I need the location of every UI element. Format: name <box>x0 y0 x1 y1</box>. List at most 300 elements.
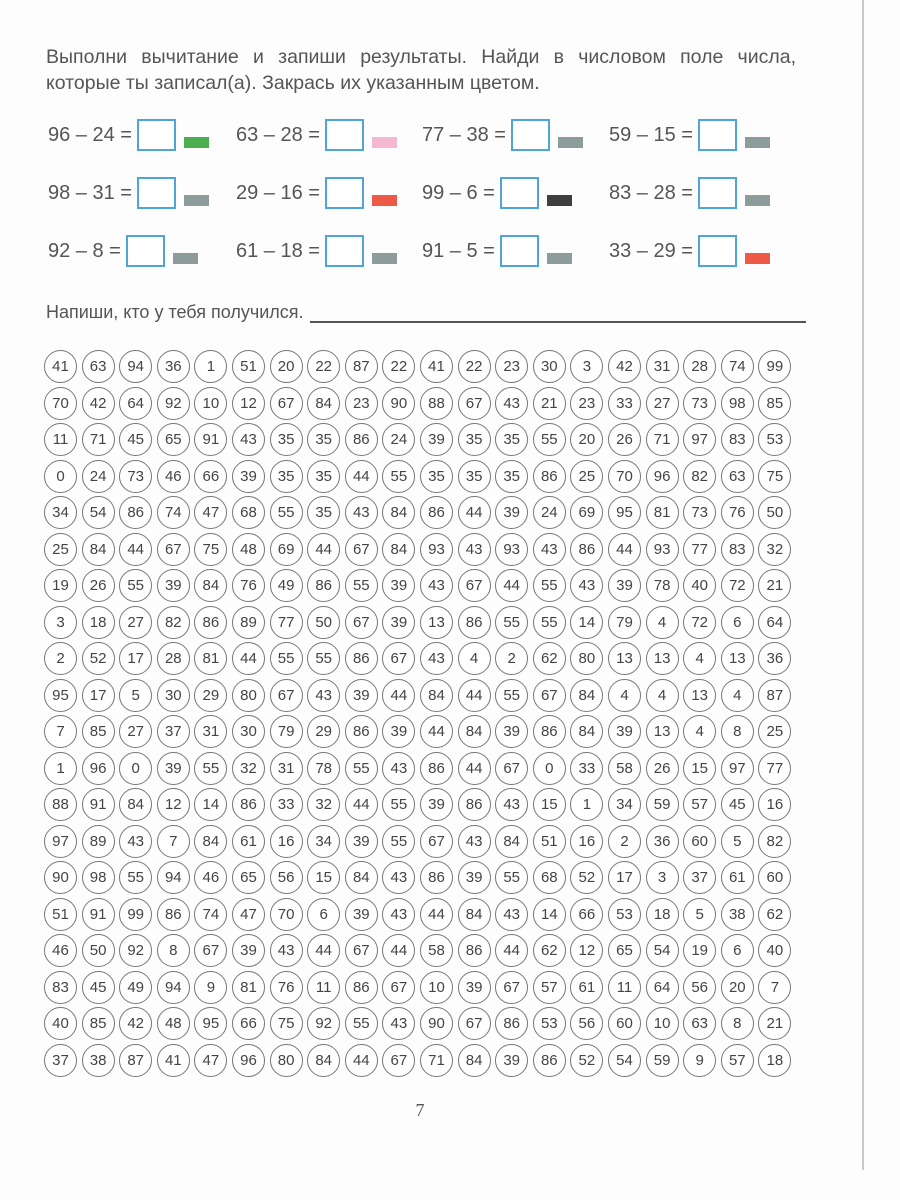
number-cell[interactable]: 64 <box>758 606 791 639</box>
number-cell[interactable]: 49 <box>119 971 152 1004</box>
number-cell[interactable]: 45 <box>119 423 152 456</box>
number-cell[interactable]: 89 <box>82 825 115 858</box>
number-cell[interactable]: 9 <box>683 1044 716 1077</box>
number-cell[interactable]: 15 <box>533 788 566 821</box>
number-cell[interactable]: 86 <box>194 606 227 639</box>
number-cell[interactable]: 86 <box>157 898 190 931</box>
number-cell[interactable]: 55 <box>345 752 378 785</box>
number-cell[interactable]: 44 <box>608 533 641 566</box>
number-cell[interactable]: 25 <box>758 715 791 748</box>
number-cell[interactable]: 77 <box>270 606 303 639</box>
number-cell[interactable]: 67 <box>345 606 378 639</box>
number-cell[interactable]: 1 <box>44 752 77 785</box>
number-cell[interactable]: 13 <box>420 606 453 639</box>
number-cell[interactable]: 14 <box>194 788 227 821</box>
number-cell[interactable]: 39 <box>232 460 265 493</box>
number-cell[interactable]: 90 <box>420 1007 453 1040</box>
number-cell[interactable]: 36 <box>758 642 791 675</box>
number-cell[interactable]: 34 <box>307 825 340 858</box>
number-cell[interactable]: 43 <box>382 861 415 894</box>
number-cell[interactable]: 38 <box>721 898 754 931</box>
number-cell[interactable]: 10 <box>194 387 227 420</box>
number-cell[interactable]: 84 <box>119 788 152 821</box>
number-cell[interactable]: 63 <box>683 1007 716 1040</box>
number-cell[interactable]: 56 <box>570 1007 603 1040</box>
number-cell[interactable]: 85 <box>82 1007 115 1040</box>
answer-box[interactable] <box>698 119 737 151</box>
number-cell[interactable]: 39 <box>495 1044 528 1077</box>
number-cell[interactable]: 93 <box>420 533 453 566</box>
number-cell[interactable]: 44 <box>119 533 152 566</box>
number-cell[interactable]: 67 <box>458 569 491 602</box>
number-cell[interactable]: 44 <box>458 679 491 712</box>
number-cell[interactable]: 66 <box>232 1007 265 1040</box>
number-cell[interactable]: 39 <box>382 715 415 748</box>
number-cell[interactable]: 51 <box>232 350 265 383</box>
number-cell[interactable]: 44 <box>382 679 415 712</box>
number-cell[interactable]: 51 <box>533 825 566 858</box>
number-cell[interactable]: 6 <box>721 606 754 639</box>
number-cell[interactable]: 30 <box>232 715 265 748</box>
number-cell[interactable]: 47 <box>194 1044 227 1077</box>
number-cell[interactable]: 54 <box>608 1044 641 1077</box>
number-cell[interactable]: 88 <box>420 387 453 420</box>
number-cell[interactable]: 73 <box>683 387 716 420</box>
number-cell[interactable]: 97 <box>683 423 716 456</box>
number-cell[interactable]: 3 <box>44 606 77 639</box>
number-cell[interactable]: 0 <box>119 752 152 785</box>
number-cell[interactable]: 19 <box>44 569 77 602</box>
number-cell[interactable]: 67 <box>194 934 227 967</box>
number-cell[interactable]: 33 <box>608 387 641 420</box>
number-cell[interactable]: 36 <box>646 825 679 858</box>
number-cell[interactable]: 60 <box>683 825 716 858</box>
number-cell[interactable]: 20 <box>721 971 754 1004</box>
answer-box[interactable] <box>698 235 737 267</box>
number-cell[interactable]: 47 <box>194 496 227 529</box>
answer-box[interactable] <box>698 177 737 209</box>
number-cell[interactable]: 46 <box>194 861 227 894</box>
number-cell[interactable]: 67 <box>157 533 190 566</box>
number-cell[interactable]: 87 <box>758 679 791 712</box>
number-cell[interactable]: 84 <box>307 387 340 420</box>
number-cell[interactable]: 44 <box>232 642 265 675</box>
number-cell[interactable]: 42 <box>82 387 115 420</box>
number-cell[interactable]: 55 <box>382 825 415 858</box>
number-cell[interactable]: 23 <box>570 387 603 420</box>
number-cell[interactable]: 18 <box>758 1044 791 1077</box>
number-cell[interactable]: 60 <box>608 1007 641 1040</box>
number-cell[interactable]: 99 <box>758 350 791 383</box>
number-cell[interactable]: 43 <box>382 1007 415 1040</box>
number-cell[interactable]: 35 <box>458 423 491 456</box>
number-cell[interactable]: 23 <box>495 350 528 383</box>
number-cell[interactable]: 53 <box>533 1007 566 1040</box>
number-cell[interactable]: 55 <box>345 1007 378 1040</box>
number-cell[interactable]: 41 <box>157 1044 190 1077</box>
number-cell[interactable]: 62 <box>533 642 566 675</box>
number-cell[interactable]: 35 <box>458 460 491 493</box>
number-cell[interactable]: 61 <box>570 971 603 1004</box>
number-cell[interactable]: 86 <box>345 642 378 675</box>
number-cell[interactable]: 91 <box>194 423 227 456</box>
number-cell[interactable]: 76 <box>270 971 303 1004</box>
number-cell[interactable]: 86 <box>533 460 566 493</box>
number-cell[interactable]: 56 <box>270 861 303 894</box>
number-cell[interactable]: 51 <box>44 898 77 931</box>
number-cell[interactable]: 8 <box>157 934 190 967</box>
number-cell[interactable]: 29 <box>307 715 340 748</box>
number-cell[interactable]: 55 <box>533 423 566 456</box>
number-cell[interactable]: 65 <box>157 423 190 456</box>
number-cell[interactable]: 6 <box>307 898 340 931</box>
number-cell[interactable]: 67 <box>495 752 528 785</box>
number-cell[interactable]: 55 <box>382 788 415 821</box>
number-cell[interactable]: 63 <box>82 350 115 383</box>
number-cell[interactable]: 27 <box>646 387 679 420</box>
number-cell[interactable]: 84 <box>458 715 491 748</box>
number-cell[interactable]: 57 <box>683 788 716 821</box>
number-cell[interactable]: 35 <box>420 460 453 493</box>
number-cell[interactable]: 55 <box>194 752 227 785</box>
number-cell[interactable]: 87 <box>119 1044 152 1077</box>
number-cell[interactable]: 25 <box>570 460 603 493</box>
number-cell[interactable]: 72 <box>683 606 716 639</box>
number-cell[interactable]: 82 <box>758 825 791 858</box>
number-cell[interactable]: 69 <box>270 533 303 566</box>
number-cell[interactable]: 21 <box>533 387 566 420</box>
number-cell[interactable]: 43 <box>420 569 453 602</box>
number-cell[interactable]: 71 <box>420 1044 453 1077</box>
number-cell[interactable]: 79 <box>270 715 303 748</box>
number-cell[interactable]: 43 <box>232 423 265 456</box>
number-cell[interactable]: 39 <box>345 898 378 931</box>
number-cell[interactable]: 40 <box>758 934 791 967</box>
number-cell[interactable]: 67 <box>495 971 528 1004</box>
number-cell[interactable]: 37 <box>157 715 190 748</box>
number-cell[interactable]: 80 <box>270 1044 303 1077</box>
number-cell[interactable]: 43 <box>458 825 491 858</box>
number-cell[interactable]: 14 <box>570 606 603 639</box>
number-cell[interactable]: 65 <box>232 861 265 894</box>
number-cell[interactable]: 83 <box>721 533 754 566</box>
number-cell[interactable]: 40 <box>44 1007 77 1040</box>
number-cell[interactable]: 70 <box>608 460 641 493</box>
number-cell[interactable]: 86 <box>420 496 453 529</box>
number-cell[interactable]: 68 <box>232 496 265 529</box>
number-cell[interactable]: 18 <box>646 898 679 931</box>
number-cell[interactable]: 43 <box>270 934 303 967</box>
number-cell[interactable]: 8 <box>721 1007 754 1040</box>
number-cell[interactable]: 34 <box>44 496 77 529</box>
number-cell[interactable]: 86 <box>119 496 152 529</box>
number-cell[interactable]: 35 <box>495 460 528 493</box>
number-cell[interactable]: 81 <box>646 496 679 529</box>
number-cell[interactable]: 86 <box>232 788 265 821</box>
number-cell[interactable]: 61 <box>232 825 265 858</box>
number-cell[interactable]: 94 <box>119 350 152 383</box>
number-cell[interactable]: 43 <box>495 387 528 420</box>
number-cell[interactable]: 39 <box>232 934 265 967</box>
number-cell[interactable]: 67 <box>382 642 415 675</box>
number-cell[interactable]: 59 <box>646 788 679 821</box>
number-cell[interactable]: 32 <box>307 788 340 821</box>
number-cell[interactable]: 4 <box>721 679 754 712</box>
number-cell[interactable]: 25 <box>44 533 77 566</box>
number-cell[interactable]: 39 <box>345 825 378 858</box>
number-cell[interactable]: 39 <box>458 971 491 1004</box>
number-cell[interactable]: 1 <box>194 350 227 383</box>
number-cell[interactable]: 90 <box>44 861 77 894</box>
number-cell[interactable]: 12 <box>570 934 603 967</box>
number-cell[interactable]: 95 <box>44 679 77 712</box>
number-cell[interactable]: 33 <box>570 752 603 785</box>
number-cell[interactable]: 67 <box>270 387 303 420</box>
number-cell[interactable]: 17 <box>119 642 152 675</box>
number-cell[interactable]: 82 <box>683 460 716 493</box>
number-cell[interactable]: 6 <box>721 934 754 967</box>
number-cell[interactable]: 86 <box>345 423 378 456</box>
number-cell[interactable]: 13 <box>646 715 679 748</box>
number-cell[interactable]: 43 <box>495 788 528 821</box>
number-cell[interactable]: 97 <box>44 825 77 858</box>
number-cell[interactable]: 71 <box>646 423 679 456</box>
number-cell[interactable]: 90 <box>382 387 415 420</box>
number-cell[interactable]: 67 <box>458 387 491 420</box>
number-cell[interactable]: 83 <box>721 423 754 456</box>
number-cell[interactable]: 88 <box>44 788 77 821</box>
number-cell[interactable]: 95 <box>608 496 641 529</box>
number-cell[interactable]: 92 <box>307 1007 340 1040</box>
number-cell[interactable]: 5 <box>721 825 754 858</box>
number-cell[interactable]: 14 <box>533 898 566 931</box>
number-cell[interactable]: 40 <box>683 569 716 602</box>
number-cell[interactable]: 95 <box>194 1007 227 1040</box>
number-cell[interactable]: 43 <box>345 496 378 529</box>
number-cell[interactable]: 43 <box>119 825 152 858</box>
number-cell[interactable]: 55 <box>119 569 152 602</box>
number-cell[interactable]: 9 <box>194 971 227 1004</box>
number-cell[interactable]: 44 <box>495 934 528 967</box>
number-cell[interactable]: 78 <box>646 569 679 602</box>
number-cell[interactable]: 2 <box>44 642 77 675</box>
number-cell[interactable]: 11 <box>44 423 77 456</box>
number-cell[interactable]: 57 <box>533 971 566 1004</box>
number-cell[interactable]: 61 <box>721 861 754 894</box>
number-cell[interactable]: 73 <box>683 496 716 529</box>
number-cell[interactable]: 79 <box>608 606 641 639</box>
number-cell[interactable]: 56 <box>683 971 716 1004</box>
number-cell[interactable]: 44 <box>382 934 415 967</box>
number-cell[interactable]: 17 <box>82 679 115 712</box>
number-cell[interactable]: 12 <box>157 788 190 821</box>
number-cell[interactable]: 4 <box>458 642 491 675</box>
number-cell[interactable]: 41 <box>44 350 77 383</box>
number-cell[interactable]: 4 <box>683 715 716 748</box>
number-cell[interactable]: 4 <box>646 606 679 639</box>
number-cell[interactable]: 44 <box>345 1044 378 1077</box>
number-cell[interactable]: 84 <box>82 533 115 566</box>
number-cell[interactable]: 24 <box>82 460 115 493</box>
number-cell[interactable]: 44 <box>458 752 491 785</box>
number-cell[interactable]: 44 <box>345 460 378 493</box>
number-cell[interactable]: 2 <box>608 825 641 858</box>
number-cell[interactable]: 60 <box>758 861 791 894</box>
number-cell[interactable]: 58 <box>420 934 453 967</box>
number-cell[interactable]: 28 <box>157 642 190 675</box>
number-cell[interactable]: 39 <box>345 679 378 712</box>
number-cell[interactable]: 27 <box>119 606 152 639</box>
answer-box[interactable] <box>325 235 364 267</box>
number-cell[interactable]: 62 <box>533 934 566 967</box>
result-answer-line[interactable] <box>310 303 806 323</box>
number-cell[interactable]: 45 <box>721 788 754 821</box>
number-cell[interactable]: 38 <box>82 1044 115 1077</box>
number-cell[interactable]: 93 <box>495 533 528 566</box>
answer-box[interactable] <box>325 119 364 151</box>
number-cell[interactable]: 47 <box>232 898 265 931</box>
number-cell[interactable]: 35 <box>270 460 303 493</box>
number-cell[interactable]: 13 <box>646 642 679 675</box>
number-cell[interactable]: 55 <box>533 606 566 639</box>
number-cell[interactable]: 74 <box>194 898 227 931</box>
number-cell[interactable]: 39 <box>420 423 453 456</box>
number-cell[interactable]: 55 <box>270 496 303 529</box>
number-cell[interactable]: 35 <box>307 460 340 493</box>
number-cell[interactable]: 67 <box>345 533 378 566</box>
number-cell[interactable]: 86 <box>458 606 491 639</box>
number-cell[interactable]: 86 <box>533 1044 566 1077</box>
number-cell[interactable]: 84 <box>345 861 378 894</box>
number-cell[interactable]: 5 <box>119 679 152 712</box>
number-cell[interactable]: 31 <box>646 350 679 383</box>
number-cell[interactable]: 71 <box>82 423 115 456</box>
number-cell[interactable]: 53 <box>758 423 791 456</box>
number-cell[interactable]: 20 <box>270 350 303 383</box>
number-cell[interactable]: 64 <box>646 971 679 1004</box>
number-cell[interactable]: 35 <box>307 423 340 456</box>
number-cell[interactable]: 73 <box>119 460 152 493</box>
number-cell[interactable]: 84 <box>458 1044 491 1077</box>
number-cell[interactable]: 27 <box>119 715 152 748</box>
number-cell[interactable]: 16 <box>570 825 603 858</box>
answer-box[interactable] <box>137 177 176 209</box>
number-cell[interactable]: 0 <box>44 460 77 493</box>
number-cell[interactable]: 21 <box>758 569 791 602</box>
number-cell[interactable]: 39 <box>382 606 415 639</box>
number-cell[interactable]: 84 <box>570 715 603 748</box>
number-cell[interactable]: 67 <box>533 679 566 712</box>
number-cell[interactable]: 54 <box>82 496 115 529</box>
number-cell[interactable]: 93 <box>646 533 679 566</box>
number-cell[interactable]: 32 <box>232 752 265 785</box>
number-cell[interactable]: 30 <box>533 350 566 383</box>
number-cell[interactable]: 65 <box>608 934 641 967</box>
number-cell[interactable]: 39 <box>495 715 528 748</box>
number-cell[interactable]: 7 <box>44 715 77 748</box>
number-cell[interactable]: 76 <box>232 569 265 602</box>
number-cell[interactable]: 44 <box>420 898 453 931</box>
number-cell[interactable]: 92 <box>119 934 152 967</box>
number-cell[interactable]: 39 <box>458 861 491 894</box>
number-cell[interactable]: 33 <box>270 788 303 821</box>
number-cell[interactable]: 75 <box>270 1007 303 1040</box>
number-cell[interactable]: 15 <box>683 752 716 785</box>
number-cell[interactable]: 32 <box>758 533 791 566</box>
number-cell[interactable]: 2 <box>495 642 528 675</box>
number-cell[interactable]: 67 <box>458 1007 491 1040</box>
number-cell[interactable]: 67 <box>420 825 453 858</box>
number-cell[interactable]: 77 <box>683 533 716 566</box>
number-cell[interactable]: 23 <box>345 387 378 420</box>
number-cell[interactable]: 15 <box>307 861 340 894</box>
number-cell[interactable]: 83 <box>44 971 77 1004</box>
number-cell[interactable]: 7 <box>157 825 190 858</box>
number-cell[interactable]: 39 <box>157 569 190 602</box>
number-cell[interactable]: 3 <box>646 861 679 894</box>
number-cell[interactable]: 18 <box>82 606 115 639</box>
number-cell[interactable]: 44 <box>345 788 378 821</box>
number-cell[interactable]: 10 <box>420 971 453 1004</box>
number-cell[interactable]: 42 <box>119 1007 152 1040</box>
number-cell[interactable]: 44 <box>420 715 453 748</box>
number-cell[interactable]: 70 <box>270 898 303 931</box>
number-cell[interactable]: 41 <box>420 350 453 383</box>
number-cell[interactable]: 69 <box>570 496 603 529</box>
number-cell[interactable]: 55 <box>495 679 528 712</box>
number-cell[interactable]: 43 <box>495 898 528 931</box>
number-cell[interactable]: 50 <box>758 496 791 529</box>
number-cell[interactable]: 19 <box>683 934 716 967</box>
answer-box[interactable] <box>137 119 176 151</box>
number-cell[interactable]: 3 <box>570 350 603 383</box>
number-cell[interactable]: 84 <box>570 679 603 712</box>
number-cell[interactable]: 86 <box>458 934 491 967</box>
number-cell[interactable]: 86 <box>495 1007 528 1040</box>
number-cell[interactable]: 42 <box>608 350 641 383</box>
number-cell[interactable]: 16 <box>758 788 791 821</box>
number-cell[interactable]: 10 <box>646 1007 679 1040</box>
number-cell[interactable]: 43 <box>307 679 340 712</box>
number-cell[interactable]: 77 <box>758 752 791 785</box>
number-cell[interactable]: 92 <box>157 387 190 420</box>
number-cell[interactable]: 4 <box>608 679 641 712</box>
number-cell[interactable]: 8 <box>721 715 754 748</box>
number-cell[interactable]: 44 <box>307 934 340 967</box>
number-cell[interactable]: 24 <box>382 423 415 456</box>
number-cell[interactable]: 48 <box>232 533 265 566</box>
number-cell[interactable]: 57 <box>721 1044 754 1077</box>
number-cell[interactable]: 81 <box>232 971 265 1004</box>
number-cell[interactable]: 86 <box>307 569 340 602</box>
number-cell[interactable]: 34 <box>608 788 641 821</box>
number-cell[interactable]: 84 <box>382 533 415 566</box>
number-cell[interactable]: 86 <box>420 861 453 894</box>
answer-box[interactable] <box>325 177 364 209</box>
number-cell[interactable]: 86 <box>570 533 603 566</box>
number-cell[interactable]: 67 <box>270 679 303 712</box>
answer-box[interactable] <box>500 235 539 267</box>
number-cell[interactable]: 29 <box>194 679 227 712</box>
number-cell[interactable]: 4 <box>683 642 716 675</box>
number-cell[interactable]: 78 <box>307 752 340 785</box>
number-cell[interactable]: 16 <box>270 825 303 858</box>
number-cell[interactable]: 39 <box>157 752 190 785</box>
number-cell[interactable]: 31 <box>270 752 303 785</box>
number-cell[interactable]: 26 <box>646 752 679 785</box>
number-cell[interactable]: 91 <box>82 898 115 931</box>
number-cell[interactable]: 84 <box>382 496 415 529</box>
